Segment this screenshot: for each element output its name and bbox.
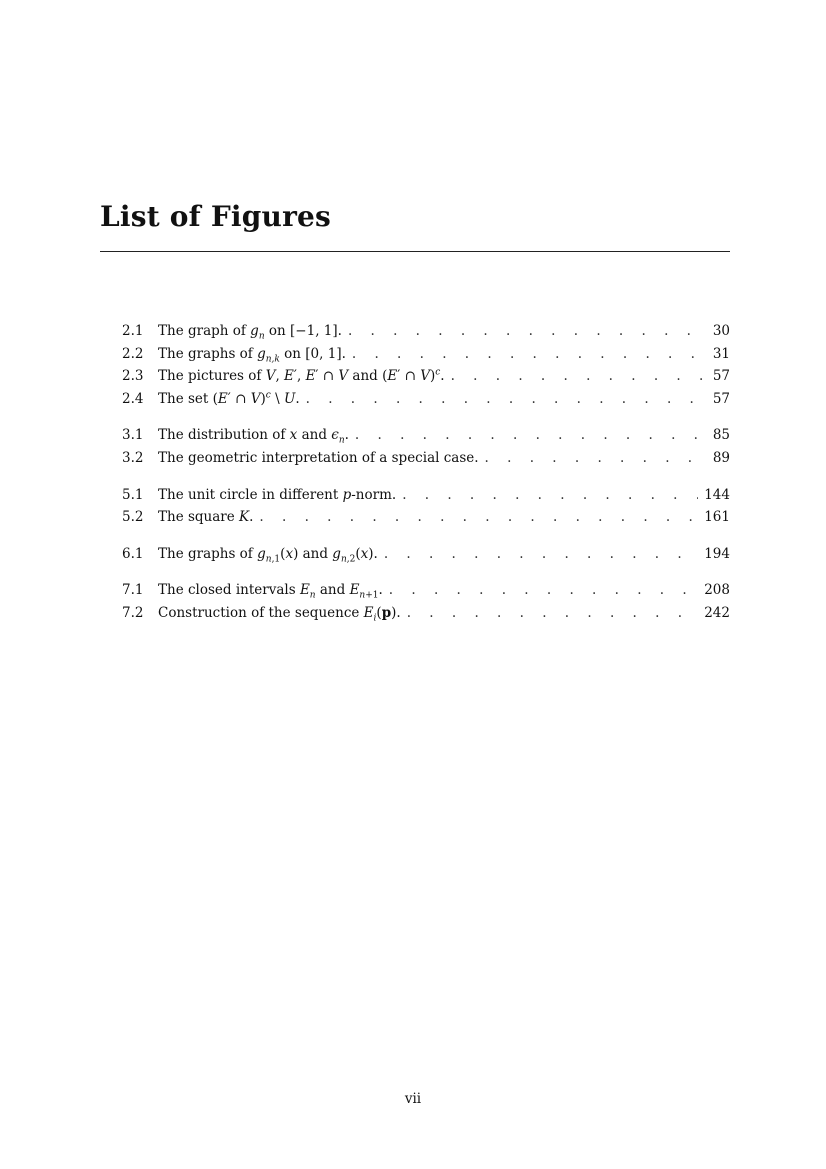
figure-page: 89 xyxy=(712,449,730,466)
dot-leader xyxy=(348,323,707,339)
figure-entry[interactable] xyxy=(122,582,730,605)
figure-page: 161 xyxy=(704,509,730,526)
figure-title: The pictures of V, E′, E′ ∩ V and (E′ ∩ V)$^c$. xyxy=(158,367,445,385)
figure-page: 242 xyxy=(704,604,730,621)
figure-number: 3.1 xyxy=(122,427,144,444)
figure-entry[interactable] xyxy=(122,605,730,628)
figure-title: The unit circle in different p-norm. xyxy=(158,486,397,503)
dot-leader xyxy=(352,346,707,362)
figure-title: The set (E′ ∩ V)$^c$ \ U. xyxy=(158,390,300,407)
dot-leader xyxy=(259,509,698,525)
heading-rule xyxy=(100,251,730,252)
figure-number: 3.2 xyxy=(122,449,144,466)
dot-leader xyxy=(407,605,699,621)
figure-group xyxy=(122,546,730,569)
figure-number: 2.2 xyxy=(122,345,144,362)
figure-page: 144 xyxy=(704,486,730,503)
dot-leader xyxy=(451,368,707,384)
figure-group xyxy=(122,582,730,627)
figure-page: 31 xyxy=(712,345,730,362)
page-title: List of Figures xyxy=(100,200,332,233)
figure-page: 85 xyxy=(712,427,730,444)
figure-list xyxy=(122,323,730,642)
dot-leader xyxy=(402,487,698,503)
figure-number: 2.3 xyxy=(122,368,144,385)
figure-title: The geometric interpretation of a special case. xyxy=(158,449,479,466)
dot-leader xyxy=(384,546,698,562)
figure-number: 7.1 xyxy=(122,582,144,599)
figure-title: The graphs of $g_{n,1}(x)$ and $g_{n,2}(x)$. xyxy=(158,545,378,565)
figure-page: 208 xyxy=(704,582,730,599)
figure-number: 5.2 xyxy=(122,509,144,526)
figure-entry[interactable] xyxy=(122,391,730,414)
figure-number: 7.2 xyxy=(122,604,144,621)
dot-leader xyxy=(485,450,707,466)
figure-number: 5.1 xyxy=(122,486,144,503)
page-number: vii xyxy=(404,1091,422,1107)
figure-group xyxy=(122,427,730,472)
dot-leader xyxy=(355,427,707,443)
figure-page: 57 xyxy=(712,368,730,385)
figure-entry[interactable] xyxy=(122,450,730,473)
figure-title: The square K. xyxy=(158,509,254,526)
figure-number: 2.4 xyxy=(122,390,144,407)
figure-entry[interactable] xyxy=(122,546,730,569)
dot-leader xyxy=(306,391,707,407)
figure-page: 194 xyxy=(704,545,730,562)
figure-entry[interactable] xyxy=(122,323,730,346)
figure-title: The graph of $g_n$ on [−1, 1]. xyxy=(158,323,342,342)
figure-title: The distribution of x and $\epsilon_n$. xyxy=(158,427,349,447)
figure-group xyxy=(122,323,730,413)
figure-group xyxy=(122,487,730,532)
figure-title: The graphs of $g_{n,k}$ on [0, 1]. xyxy=(158,345,346,365)
figure-title: The closed intervals $E_n$ and $E_{n+1}$. xyxy=(158,582,383,602)
figure-page: 30 xyxy=(712,323,730,339)
figure-entry[interactable] xyxy=(122,346,730,369)
figure-entry[interactable] xyxy=(122,427,730,450)
figure-page: 57 xyxy=(712,390,730,407)
figure-title: Construction of the sequence $E_i(p)$. xyxy=(158,604,401,624)
figure-number: 2.1 xyxy=(122,323,144,339)
figure-entry[interactable] xyxy=(122,509,730,532)
figure-entry[interactable] xyxy=(122,487,730,510)
dot-leader xyxy=(389,582,698,598)
figure-number: 6.1 xyxy=(122,545,144,562)
figure-entry[interactable] xyxy=(122,368,730,391)
